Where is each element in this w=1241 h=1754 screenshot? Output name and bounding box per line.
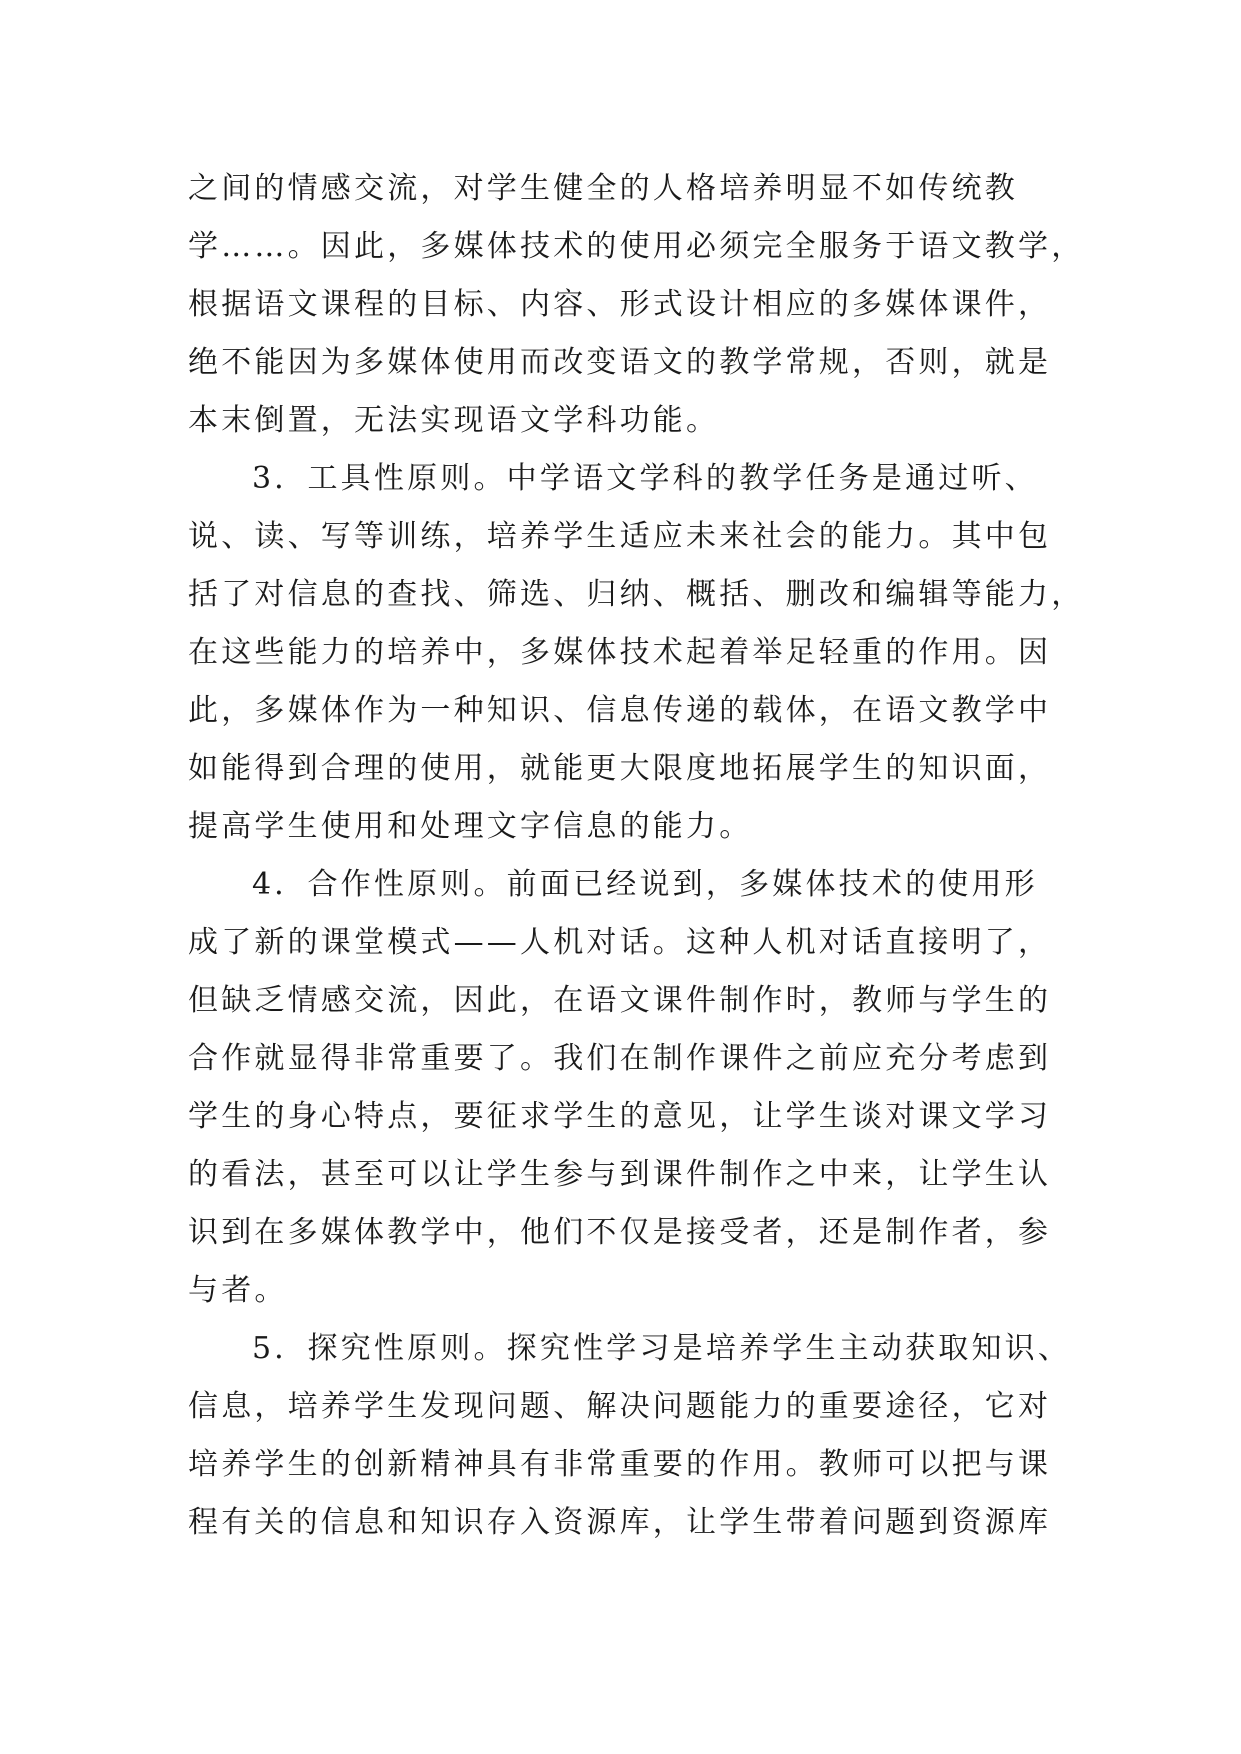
text-line: 培养学生的创新精神具有非常重要的作用。教师可以把与课	[188, 1447, 1052, 1482]
text-line: 合作就显得非常重要了。我们在制作课件之前应充分考虑到	[188, 1041, 1052, 1076]
text-line: 括了对信息的查找、筛选、归纳、概括、删改和编辑等能力，	[188, 577, 1085, 612]
text-line: 说、读、写等训练，培养学生适应未来社会的能力。其中包	[188, 519, 1052, 554]
text-line: 如能得到合理的使用，就能更大限度地拓展学生的知识面，	[188, 751, 1052, 786]
text-line: 根据语文课程的目标、内容、形式设计相应的多媒体课件，	[188, 287, 1052, 322]
body-text	[188, 160, 1085, 1552]
text-line: 学……。因此，多媒体技术的使用必须完全服务于语文教学，	[188, 229, 1085, 264]
text-line: 信息，培养学生发现问题、解决问题能力的重要途径，它对	[188, 1389, 1052, 1424]
text-line: 提高学生使用和处理文字信息的能力。	[188, 809, 753, 844]
text-line: 此，多媒体作为一种知识、信息传递的载体，在语文教学中	[188, 693, 1052, 728]
text-line: 学生的身心特点，要征求学生的意见，让学生谈对课文学习	[188, 1099, 1052, 1134]
text-line: 在这些能力的培养中，多媒体技术起着举足轻重的作用。因	[188, 635, 1052, 670]
paragraph-start-line: 4．合作性原则。前面已经说到，多媒体技术的使用形	[252, 867, 1038, 902]
text-line: 成了新的课堂模式——人机对话。这种人机对话直接明了，	[188, 925, 1052, 960]
text-line: 与者。	[188, 1273, 288, 1308]
text-line: 但缺乏情感交流，因此，在语文课件制作时，教师与学生的	[188, 983, 1052, 1018]
text-line: 的看法，甚至可以让学生参与到课件制作之中来，让学生认	[188, 1157, 1052, 1192]
text-line: 识到在多媒体教学中，他们不仅是接受者，还是制作者，参	[188, 1215, 1052, 1250]
text-line: 本末倒置，无法实现语文学科功能。	[188, 403, 720, 438]
paragraph-start-line: 5．探究性原则。探究性学习是培养学生主动获取知识、	[252, 1331, 1072, 1366]
text-line: 之间的情感交流，对学生健全的人格培养明显不如传统教	[188, 171, 1018, 206]
paragraph-start-line: 3．工具性原则。中学语文学科的教学任务是通过听、	[252, 461, 1038, 496]
text-line: 绝不能因为多媒体使用而改变语文的教学常规，否则，就是	[188, 345, 1052, 380]
text-line: 程有关的信息和知识存入资源库，让学生带着问题到资源库	[188, 1505, 1052, 1540]
